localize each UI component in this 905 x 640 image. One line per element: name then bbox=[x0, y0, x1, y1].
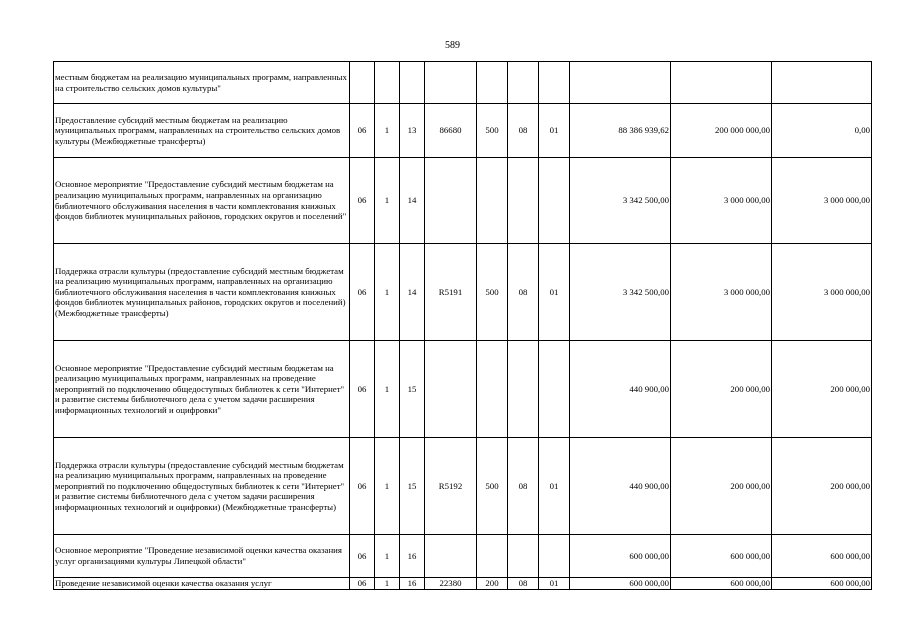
code-activity: 15 bbox=[400, 438, 425, 535]
amount-year-3: 3 000 000,00 bbox=[772, 158, 872, 244]
code-direction bbox=[425, 62, 477, 104]
code-subprogram bbox=[375, 62, 400, 104]
amount-year-1 bbox=[570, 62, 671, 104]
code-direction: 86680 bbox=[425, 104, 477, 158]
code-activity bbox=[400, 62, 425, 104]
code-subsection bbox=[539, 535, 570, 578]
code-program: 06 bbox=[350, 341, 375, 438]
code-program: 06 bbox=[350, 244, 375, 341]
code-section: 08 bbox=[508, 244, 539, 341]
code-section: 08 bbox=[508, 104, 539, 158]
code-activity: 14 bbox=[400, 158, 425, 244]
code-expense-type: 500 bbox=[477, 438, 508, 535]
table-row bbox=[54, 341, 872, 438]
row-name: Поддержка отрасли культуры (предоставление субсидий местным бюджетам на реализацию муниципальных программ, направленных на проведение мероприятий по подключению общедоступных библиотек к сети "Интернет" и развитие системы библиотечного дела с учетом задачи расширения информационных технологий и оцифровки) (Межбюджетные трансферты) bbox=[54, 438, 350, 535]
amount-year-2: 200 000,00 bbox=[671, 341, 772, 438]
amount-year-2: 200 000 000,00 bbox=[671, 104, 772, 158]
code-program: 06 bbox=[350, 158, 375, 244]
code-direction: R5192 bbox=[425, 438, 477, 535]
code-direction bbox=[425, 535, 477, 578]
amount-year-1: 88 386 939,62 bbox=[570, 104, 671, 158]
code-expense-type bbox=[477, 62, 508, 104]
amount-year-3 bbox=[772, 62, 872, 104]
row-name: местным бюджетам на реализацию муниципальных программ, направленных на строительство сельских домов культуры" bbox=[54, 62, 350, 104]
table-row bbox=[54, 104, 872, 158]
code-subsection: 01 bbox=[539, 244, 570, 341]
budget-table bbox=[53, 61, 872, 590]
code-program: 06 bbox=[350, 535, 375, 578]
page-number: 589 bbox=[445, 40, 460, 51]
code-expense-type: 200 bbox=[477, 578, 508, 590]
code-subsection: 01 bbox=[539, 104, 570, 158]
code-direction: R5191 bbox=[425, 244, 477, 341]
table-row bbox=[54, 62, 872, 104]
code-subsection bbox=[539, 158, 570, 244]
code-section: 08 bbox=[508, 438, 539, 535]
row-name: Основное мероприятие "Предоставление субсидий местным бюджетам на реализацию муниципальных программ, направленных на организацию библиотечного обслуживания населения в части комплектования книжных фондов библиотек муниципальных районов, городских округов и поселений" bbox=[54, 158, 350, 244]
code-expense-type: 500 bbox=[477, 244, 508, 341]
code-section bbox=[508, 535, 539, 578]
amount-year-3: 0,00 bbox=[772, 104, 872, 158]
amount-year-1: 3 342 500,00 bbox=[570, 244, 671, 341]
amount-year-2: 3 000 000,00 bbox=[671, 244, 772, 341]
code-direction bbox=[425, 341, 477, 438]
table-row bbox=[54, 244, 872, 341]
row-name: Поддержка отрасли культуры (предоставление субсидий местным бюджетам на реализацию муниципальных программ, направленных на организацию библиотечного обслуживания населения в части комплектования книжных фондов библиотек муниципальных районов, городских округов и поселений) (Межбюджетные трансферты) bbox=[54, 244, 350, 341]
code-expense-type bbox=[477, 535, 508, 578]
amount-year-3: 3 000 000,00 bbox=[772, 244, 872, 341]
code-subprogram: 1 bbox=[375, 104, 400, 158]
amount-year-2: 200 000,00 bbox=[671, 438, 772, 535]
amount-year-1: 600 000,00 bbox=[570, 535, 671, 578]
code-expense-type bbox=[477, 341, 508, 438]
row-name: Основное мероприятие "Предоставление субсидий местным бюджетам на реализацию муниципальных программ, направленных на проведение мероприятий по подключению общедоступных библиотек к сети "Интернет" и развитие системы библиотечного дела с учетом задачи расширения информационных технологий и оцифровки" bbox=[54, 341, 350, 438]
amount-year-1: 440 900,00 bbox=[570, 341, 671, 438]
amount-year-1: 3 342 500,00 bbox=[570, 158, 671, 244]
code-direction: 22380 bbox=[425, 578, 477, 590]
code-subsection bbox=[539, 341, 570, 438]
code-direction bbox=[425, 158, 477, 244]
table-row bbox=[54, 158, 872, 244]
row-name: Предоставление субсидий местным бюджетам на реализацию муниципальных программ, направленных на строительство сельских домов культуры (Межбюджетные трансферты) bbox=[54, 104, 350, 158]
amount-year-2: 600 000,00 bbox=[671, 535, 772, 578]
amount-year-3: 200 000,00 bbox=[772, 438, 872, 535]
code-activity: 13 bbox=[400, 104, 425, 158]
code-activity: 14 bbox=[400, 244, 425, 341]
code-activity: 15 bbox=[400, 341, 425, 438]
table-row bbox=[54, 578, 872, 590]
amount-year-3: 600 000,00 bbox=[772, 578, 872, 590]
amount-year-3: 600 000,00 bbox=[772, 535, 872, 578]
code-activity: 16 bbox=[400, 578, 425, 590]
code-subprogram: 1 bbox=[375, 244, 400, 341]
amount-year-1: 440 900,00 bbox=[570, 438, 671, 535]
code-subsection: 01 bbox=[539, 438, 570, 535]
amount-year-2: 3 000 000,00 bbox=[671, 158, 772, 244]
code-expense-type: 500 bbox=[477, 104, 508, 158]
code-program bbox=[350, 62, 375, 104]
code-activity: 16 bbox=[400, 535, 425, 578]
code-program: 06 bbox=[350, 438, 375, 535]
row-name: Проведение независимой оценки качества оказания услуг bbox=[54, 578, 350, 590]
code-subprogram: 1 bbox=[375, 535, 400, 578]
table-row bbox=[54, 438, 872, 535]
code-section bbox=[508, 62, 539, 104]
amount-year-3: 200 000,00 bbox=[772, 341, 872, 438]
table-row bbox=[54, 535, 872, 578]
code-subprogram: 1 bbox=[375, 438, 400, 535]
code-subprogram: 1 bbox=[375, 341, 400, 438]
code-subprogram: 1 bbox=[375, 578, 400, 590]
code-program: 06 bbox=[350, 578, 375, 590]
amount-year-2: 600 000,00 bbox=[671, 578, 772, 590]
code-subsection: 01 bbox=[539, 578, 570, 590]
code-section: 08 bbox=[508, 578, 539, 590]
code-section bbox=[508, 158, 539, 244]
code-program: 06 bbox=[350, 104, 375, 158]
code-subprogram: 1 bbox=[375, 158, 400, 244]
code-subsection bbox=[539, 62, 570, 104]
code-expense-type bbox=[477, 158, 508, 244]
code-section bbox=[508, 341, 539, 438]
amount-year-2 bbox=[671, 62, 772, 104]
amount-year-1: 600 000,00 bbox=[570, 578, 671, 590]
row-name: Основное мероприятие "Проведение независимой оценки качества оказания услуг организациями культуры Липецкой области" bbox=[54, 535, 350, 578]
